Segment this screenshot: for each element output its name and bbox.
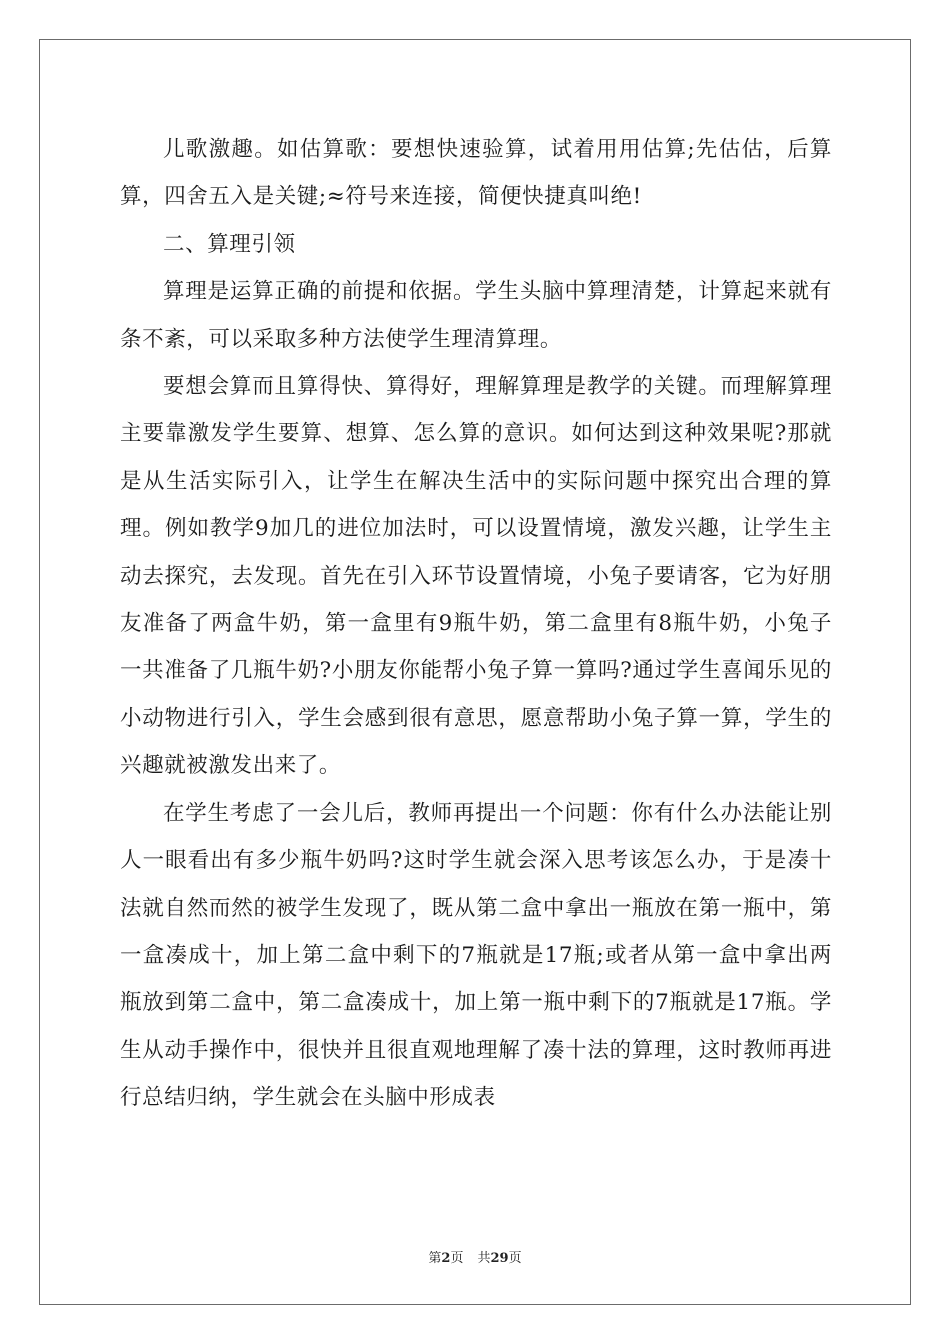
total-suffix: 页 [508,1251,522,1266]
document-body [120,126,832,1122]
page-suffix: 页 [450,1251,464,1266]
total-prefix: 共 [477,1251,491,1266]
page-footer [0,1247,950,1266]
section-heading: 二、算理引领 [163,231,296,257]
paragraph: 在学生考虑了一会儿后，教师再提出一个问题：你有什么办法能让别人一眼看出有多少瓶牛奶吗?这时学生就会深入思考该怎么办，于是凑十法就自然而然的被学生发现了，既从第二盒中拿出一瓶放在第一瓶中，第一盒凑成十，加上第二盒中剩下的7瓶就是17瓶;或者从第一盒中拿出两瓶放到第二盒中，第二盒凑成十，加上第一瓶中剩下的7瓶就是17瓶。学生从动手操作中，很快并且很直观地理解了凑十法的算理，这时教师再进行总结归纳，学生就会在头脑中形成表 [120,800,832,1111]
paragraph: 儿歌激趣。如估算歌：要想快速验算，试着用用估算;先估估，后算算，四舍五入是关键;≈符号来连接，简便快捷真叫绝! [120,137,832,210]
page-current: 2 [441,1251,451,1266]
page-total: 29 [490,1251,509,1266]
paragraph: 算理是运算正确的前提和依据。学生头脑中算理清楚，计算起来就有条不紊，可以采取多种方法使学生理清算理。 [120,279,832,352]
paragraph: 要想会算而且算得快、算得好，理解算理是教学的关键。而理解算理主要靠激发学生要算、想算、怎么算的意识。如何达到这种效果呢?那就是从生活实际引入，让学生在解决生活中的实际问题中探究出合理的算理。例如教学9加几的进位加法时，可以设置情境，激发兴趣，让学生主动去探究，去发现。首先在引入环节设置情境，小兔子要请客，它为好朋友准备了两盒牛奶，第一盒里有9瓶牛奶，第二盒里有8瓶牛奶，小兔子一共准备了几瓶牛奶?小朋友你能帮小兔子算一算吗?通过学生喜闻乐见的小动物进行引入，学生会感到很有意思，愿意帮助小兔子算一算，学生的兴趣就被激发出来了。 [120,374,832,779]
page-prefix: 第 [428,1251,442,1266]
